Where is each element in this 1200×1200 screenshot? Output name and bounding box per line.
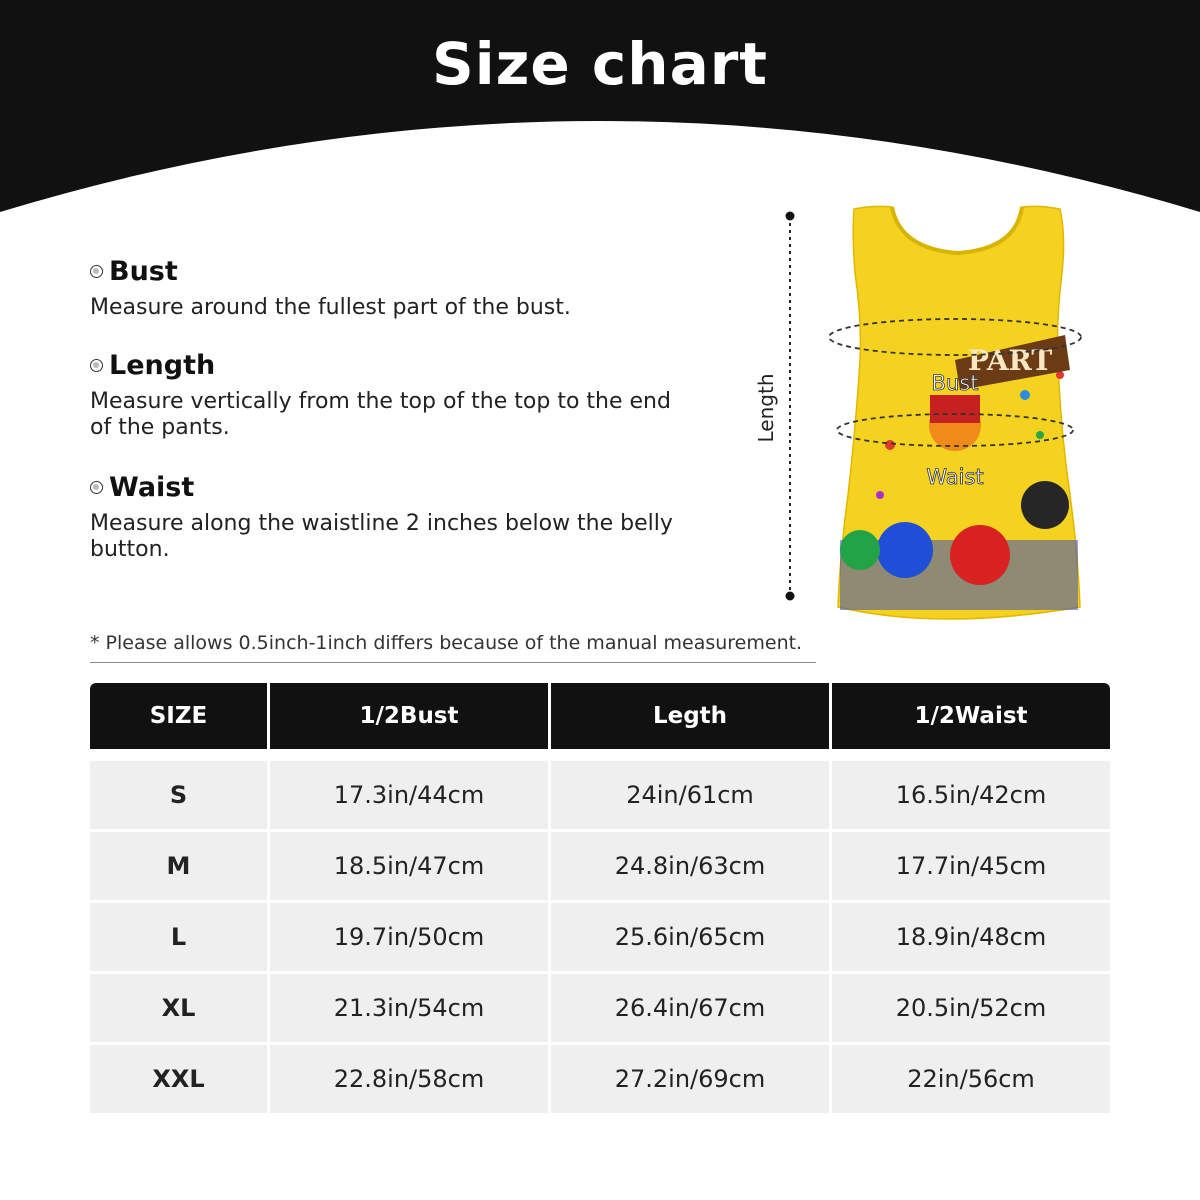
- table-header-row: [90, 683, 1110, 749]
- table-row: [90, 832, 1110, 900]
- size-cell: M: [90, 832, 267, 900]
- waist-cell: 18.9in/48cm: [832, 903, 1110, 971]
- column-header-waist: 1/2Waist: [832, 683, 1110, 749]
- length-cell: 25.6in/65cm: [551, 903, 829, 971]
- bust-label: Bust: [931, 371, 979, 395]
- table-row: [90, 903, 1110, 971]
- size-cell: L: [90, 903, 267, 971]
- measure-length: [90, 350, 730, 441]
- measure-heading: Waist: [109, 472, 195, 503]
- measure-description: Measure around the fullest part of the bust.: [90, 295, 571, 320]
- waist-cell: 17.7in/45cm: [832, 832, 1110, 900]
- page-title: Size chart: [431, 30, 769, 98]
- tank-top-illustration: [740, 195, 1100, 635]
- waist-label: Waist: [926, 465, 984, 489]
- bust-cell: 22.8in/58cm: [270, 1045, 548, 1113]
- measure-description: Measure vertically from the top of the top to the end of the pants.: [90, 389, 671, 440]
- waist-cell: 16.5in/42cm: [832, 761, 1110, 829]
- circle-bullet-icon: [90, 481, 103, 494]
- table-row: [90, 974, 1110, 1042]
- measure-description: Measure along the waistline 2 inches below the belly button.: [90, 511, 673, 562]
- length-cell: 26.4in/67cm: [551, 974, 829, 1042]
- table-row: [90, 761, 1110, 829]
- waist-cell: 22in/56cm: [832, 1045, 1110, 1113]
- measure-heading: Length: [109, 350, 216, 381]
- measurement-note: * Please allows 0.5inch-1inch differs because of the manual measurement.: [90, 632, 816, 663]
- column-header-size: SIZE: [90, 683, 267, 749]
- length-cell: 24.8in/63cm: [551, 832, 829, 900]
- column-header-bust: 1/2Bust: [270, 683, 548, 749]
- bust-cell: 17.3in/44cm: [270, 761, 548, 829]
- waist-cell: 20.5in/52cm: [832, 974, 1110, 1042]
- measure-bust: [90, 256, 730, 321]
- size-cell: S: [90, 761, 267, 829]
- bust-cell: 19.7in/50cm: [270, 903, 548, 971]
- size-cell: XXL: [90, 1045, 267, 1113]
- print-text: PART: [967, 344, 1053, 377]
- size-table: [90, 683, 1110, 1113]
- bust-cell: 21.3in/54cm: [270, 974, 548, 1042]
- circle-bullet-icon: [90, 359, 103, 372]
- circle-bullet-icon: [90, 265, 103, 278]
- measure-waist: [90, 472, 730, 563]
- bust-cell: 18.5in/47cm: [270, 832, 548, 900]
- size-cell: XL: [90, 974, 267, 1042]
- length-cell: 27.2in/69cm: [551, 1045, 829, 1113]
- column-header-length: Legth: [551, 683, 829, 749]
- measure-heading: Bust: [109, 256, 178, 287]
- length-cell: 24in/61cm: [551, 761, 829, 829]
- length-label: Length: [754, 373, 778, 443]
- table-row: [90, 1045, 1110, 1113]
